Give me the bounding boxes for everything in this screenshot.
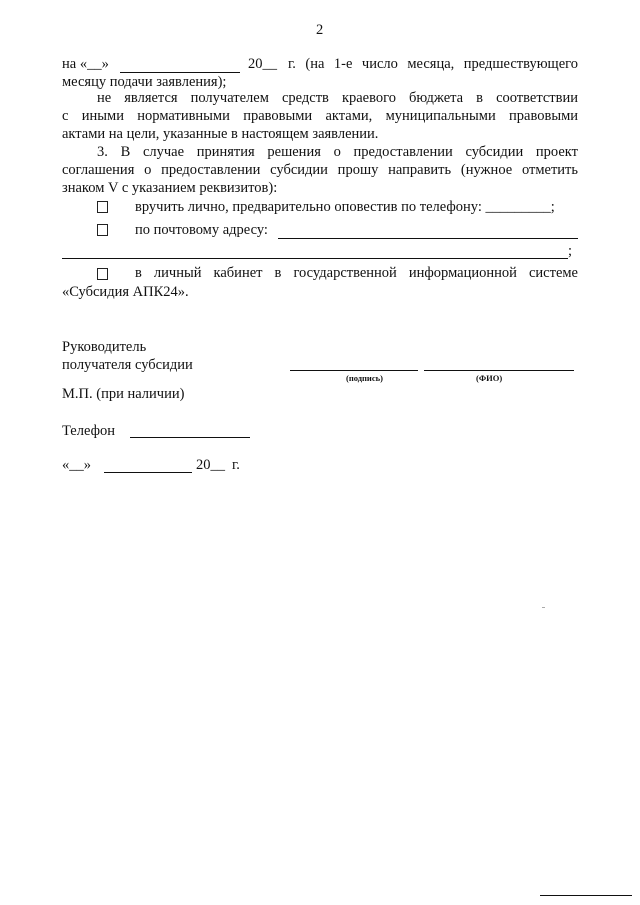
postal-address-line-1[interactable] bbox=[278, 238, 578, 239]
date-prefix: на «__» bbox=[62, 56, 109, 72]
personal-delivery-checkbox[interactable] bbox=[97, 201, 108, 213]
not-recipient-paragraph bbox=[97, 90, 578, 107]
cabinet-checkbox[interactable] bbox=[97, 268, 108, 280]
item3-paragraph bbox=[97, 144, 578, 161]
date-suffix: г. (на 1-е число месяца, предшествующего bbox=[288, 56, 578, 72]
bottom-date-prefix: «__» bbox=[62, 457, 91, 473]
date-year-prefix: 20__ bbox=[248, 56, 277, 72]
item3-line-2: соглашения о предоставлении субсидии прошу направить (нужное отметить bbox=[62, 162, 578, 178]
item3-line-3: знаком V с указанием реквизитов): bbox=[62, 180, 278, 196]
name-caption: (ФИО) bbox=[476, 373, 503, 383]
cabinet-label-line-2: «Субсидия АПК24». bbox=[62, 284, 189, 300]
personal-delivery-label: вручить лично, предварительно оповестив по телефону: _________; bbox=[135, 199, 555, 215]
date-blank-line bbox=[120, 72, 240, 73]
item3-line-1: 3. В случае принятия решения о предоставлении субсидии проект bbox=[97, 144, 578, 160]
date-continuation: месяцу подачи заявления); bbox=[62, 74, 227, 90]
postal-address-line-2[interactable] bbox=[62, 258, 568, 259]
not-recipient-paragraph-cont bbox=[62, 108, 578, 125]
head-title-line-1: Руководитель bbox=[62, 339, 147, 355]
stamp-label: М.П. (при наличии) bbox=[62, 386, 185, 402]
footer-mark bbox=[542, 607, 545, 608]
postal-address-checkbox[interactable] bbox=[97, 224, 108, 236]
name-line[interactable] bbox=[424, 370, 574, 371]
not-recipient-line-2: с иными нормативными правовыми актами, муниципальными правовыми bbox=[62, 108, 578, 124]
footer-rule bbox=[540, 895, 632, 896]
bottom-date-suffix: г. bbox=[232, 457, 240, 473]
bottom-date-line[interactable] bbox=[104, 472, 192, 473]
bottom-date-year-prefix: 20__ bbox=[196, 457, 225, 473]
page-number: 2 bbox=[316, 22, 324, 38]
phone-label: Телефон bbox=[62, 423, 115, 439]
head-title-line-2: получателя субсидии bbox=[62, 357, 193, 373]
not-recipient-line-1: не является получателем средств краевого бюджета в соответствии bbox=[97, 90, 578, 106]
postal-address-end: ; bbox=[568, 243, 573, 259]
signature-caption: (подпись) bbox=[346, 373, 383, 383]
item3-paragraph-cont bbox=[62, 162, 578, 179]
not-recipient-line-3: актами на цели, указанные в настоящем заявлении. bbox=[62, 126, 379, 142]
phone-line[interactable] bbox=[130, 437, 250, 438]
signature-line[interactable] bbox=[290, 370, 418, 371]
postal-address-label: по почтовому адресу: bbox=[135, 222, 268, 238]
cabinet-label-line-1: в личный кабинет в государственной информационной системе bbox=[135, 265, 578, 281]
